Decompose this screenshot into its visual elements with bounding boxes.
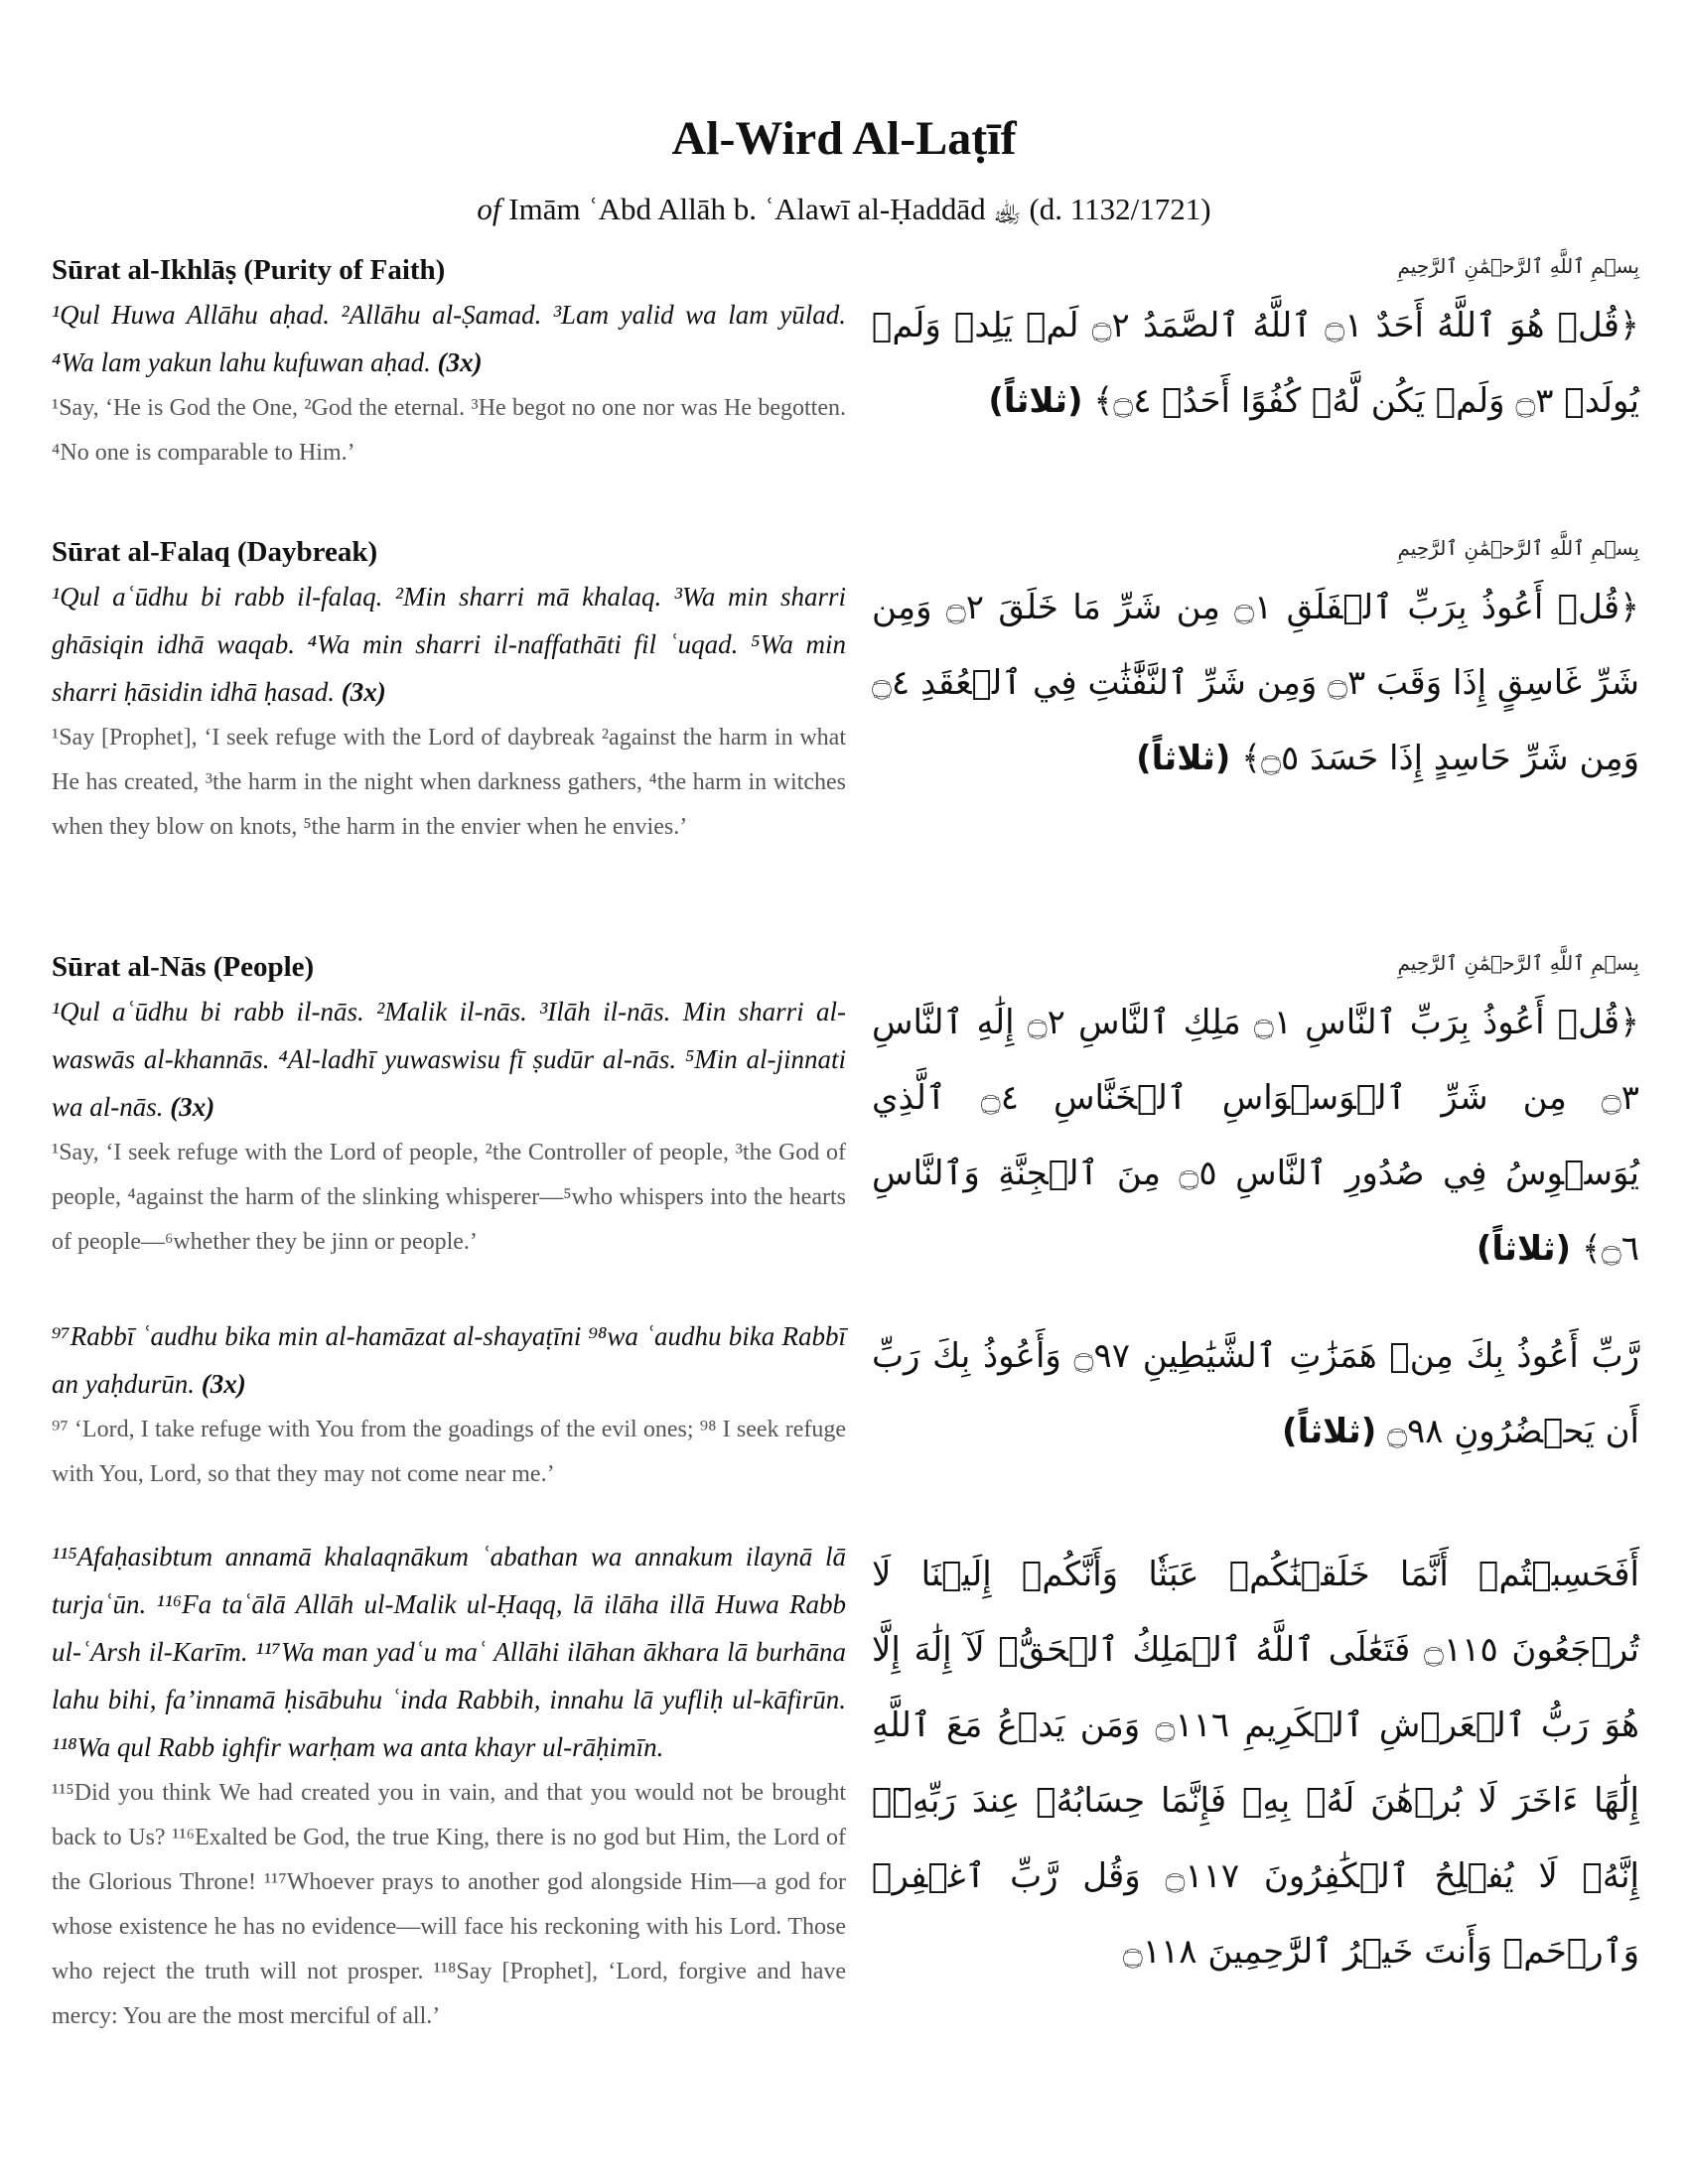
section-muminun-115-arabic (872, 1537, 1639, 1989)
basmala: بِسۡمِ ٱللَّهِ ٱلرَّحۡمَٰنِ ٱلرَّحِيمِ (1397, 951, 1639, 975)
arabic-verses: ﴿قُلۡ هُوَ ٱللَّهُ أَحَدٌ ۝١ ٱللَّهُ ٱلصَّمَدُ ۝٢ لَمۡ يَلِدۡ وَلَمۡ يُولَدۡ ۝٣ وَلَمۡ يَكُن لَّهُۥ كُفُوًا أَحَدُۢ ۝٤﴾ (872, 306, 1639, 421)
repeat-count: (3x) (201, 1369, 246, 1399)
section-ikhlas (52, 254, 1640, 502)
section-falaq-arabic (872, 536, 1639, 796)
transliteration-text: ¹Qul aʿūdhu bi rabb il-nās. ²Malik il-nās. ³Ilāh il-nās. Min sharri al-waswās al-khannās. ⁴Al-ladhī yuwaswisu fī ṣudūr al-nās. ⁵Min al-jinnati wa al-nās. (52, 997, 846, 1122)
transliteration (52, 988, 846, 1131)
transliteration (52, 1312, 846, 1408)
arabic-text (872, 985, 1639, 1287)
arabic-text: أَفَحَسِبۡتُمۡ أَنَّمَا خَلَقۡنَٰكُمۡ عَبَثٗا وَأَنَّكُمۡ إِلَيۡنَا لَا تُرۡجَعُونَ ۝١١٥ فَتَعَٰلَى ٱللَّهُ ٱلۡمَلِكُ ٱلۡحَقُّۖ لَآ إِلَٰهَ إِلَّا هُوَ رَبُّ ٱلۡعَرۡشِ ٱلۡكَرِيمِ ۝١١٦ وَمَن يَدۡعُ مَعَ ٱللَّهِ إِلَٰهًا ءَاخَرَ لَا بُرۡهَٰنَ لَهُۥ بِهِۦ فَإِنَّمَا حِسَابُهُۥ عِندَ رَبِّهِۦٓۚ إِنَّهُۥ لَا يُفۡلِحُ ٱلۡكَٰفِرُونَ ۝١١٧ وَقُل رَّبِّ ٱغۡفِرۡ وَٱرۡحَمۡ وَأَنتَ خَيۡرُ ٱلرَّٰحِمِينَ ۝١١٨ (872, 1555, 1639, 1972)
transliteration (52, 573, 846, 716)
repeat-count: (3x) (170, 1092, 215, 1122)
translation: ¹Say, ‘He is God the One, ²God the eternal. ³He begot no one nor was He begotten. ⁴No one is comparable to Him.’ (52, 395, 846, 466)
arabic-repeat: (ثلاثاً) (1282, 1412, 1377, 1451)
subtitle-of: of (477, 192, 501, 226)
basmala: بِسۡمِ ٱللَّهِ ٱلرَّحۡمَٰنِ ٱلرَّحِيمِ (1397, 254, 1639, 278)
arabic-repeat: (ثلاثاً) (988, 381, 1083, 421)
section-ikhlas-left (52, 254, 846, 476)
section-muminun-115 (52, 1533, 1640, 2148)
section-nas (52, 951, 1640, 1289)
section-heading: Sūrat al-Falaq (Daybreak) (52, 536, 378, 568)
transliteration-text: ¹Qul Huwa Allāhu aḥad. ²Allāhu al-Ṣamad. ³Lam yalid wa lam yūlad. ⁴Wa lam yakun lahu kufuwan aḥad. (52, 300, 846, 377)
section-nas-arabic (872, 951, 1639, 1287)
section-falaq-left (52, 536, 846, 850)
section-heading: Sūrat al-Ikhlāṣ (Purity of Faith) (52, 254, 446, 286)
section-muminun-115-left (52, 1533, 846, 2039)
section-ikhlas-arabic (872, 254, 1639, 439)
arabic-text (872, 288, 1639, 439)
transliteration-text: ¹Qul aʿūdhu bi rabb il-falaq. ²Min sharri mā khalaq. ³Wa min sharri ghāsiqin idhā waqab. ⁴Wa min sharri il-naffathāti fil ʿuqad. ⁵Wa min sharri ḥāsidin idhā ḥasad. (52, 582, 846, 707)
translation: ⁹⁷ ‘Lord, I take refuge with You from the goadings of the evil ones; ⁹⁸ I seek refuge with You, Lord, so that they may not come near me.’ (52, 1417, 846, 1487)
transliteration-text: ⁹⁷Rabbī ʿaudhu bika min al-hamāzat al-shayaṭīni ⁹⁸wa ʿaudhu bika Rabbī an yaḥdurūn. (52, 1321, 846, 1399)
page-subtitle (0, 191, 1688, 235)
transliteration (52, 291, 846, 386)
translation: ¹Say, ‘I seek refuge with the Lord of people, ²the Controller of people, ³the God of people, ⁴against the harm of the slinking whisperer—⁵who whispers into the hearts of people—⁶whether they be jinn or people.’ (52, 1140, 846, 1255)
section-falaq (52, 536, 1640, 913)
arabic-repeat: (ثلاثاً) (1136, 739, 1231, 778)
arabic-verses: رَّبِّ أَعُوذُ بِكَ مِنۡ هَمَزَٰتِ ٱلشَّيَٰطِينِ ۝٩٧ وَأَعُوذُ بِكَ رَبِّ أَن يَحۡضُرُونِ ۝٩٨ (872, 1336, 1639, 1451)
subtitle-author: Imām ʿAbd Allāh b. ʿAlawī al-Ḥaddād ﵀ (d. 1132/1721) (500, 192, 1211, 226)
arabic-verses: ﴿قُلۡ أَعُوذُ بِرَبِّ ٱلنَّاسِ ۝١ مَلِكِ ٱلنَّاسِ ۝٢ إِلَٰهِ ٱلنَّاسِ ۝٣ مِن شَرِّ ٱلۡوَسۡوَاسِ ٱلۡخَنَّاسِ ۝٤ ٱلَّذِي يُوَسۡوِسُ فِي صُدُورِ ٱلنَّاسِ ۝٥ مِنَ ٱلۡجِنَّةِ وَٱلنَّاسِ ۝٦﴾ (872, 1003, 1639, 1269)
arabic-text (872, 570, 1639, 796)
repeat-count: (3x) (437, 347, 483, 377)
section-heading: Sūrat al-Nās (People) (52, 951, 315, 983)
transliteration: ¹¹⁵Afaḥasibtum annamā khalaqnākum ʿabathan wa annakum ilaynā lā turjaʿūn. ¹¹⁶Fa taʿālā Allāh ul-Malik ul-Ḥaqq, lā ilāha illā Huwa Rabb ul-ʿArsh il-Karīm. ¹¹⁷Wa man yadʿu maʿ Allāhi ilāhan ākhara lā burhāna lahu bihi, fa’innamā ḥisābuhu ʿinda Rabbih, innahu lā yufliḥ ul-kāfirūn. ¹¹⁸Wa qul Rabb ighfir warḥam wa anta khayr ul-rāḥimīn. (52, 1542, 846, 1762)
arabic-repeat: (ثلاثاً) (1476, 1229, 1572, 1269)
translation: ¹¹⁵Did you think We had created you in vain, and that you would not be brought back to Us? ¹¹⁶Exalted be God, the true King, there is no god but Him, the Lord of the Glorious Throne! ¹¹⁷Whoever prays to another god alongside Him—a god for whose existence he has no evidence—will face his reckoning with his Lord. Those who reject the truth will not prosper. ¹¹⁸Say [Prophet], ‘Lord, forgive and have mercy: You are the most merciful of all.’ (52, 1780, 846, 2029)
basmala: بِسۡمِ ٱللَّهِ ٱلرَّحۡمَٰنِ ٱلرَّحِيمِ (1397, 536, 1639, 560)
arabic-text (872, 1318, 1639, 1469)
arabic-verses: ﴿قُلۡ أَعُوذُ بِرَبِّ ٱلۡفَلَقِ ۝١ مِن شَرِّ مَا خَلَقَ ۝٢ وَمِن شَرِّ غَاسِقٍ إِذَا وَقَبَ ۝٣ وَمِن شَرِّ ٱلنَّفَّٰثَٰتِ فِي ٱلۡعُقَدِ ۝٤ وَمِن شَرِّ حَاسِدٍ إِذَا حَسَدَ ۝٥﴾ (872, 588, 1640, 778)
section-muminun-97-arabic (872, 1318, 1639, 1469)
section-muminun-97-left (52, 1312, 846, 1497)
page-title: Al-Wird Al-Laṭīf (671, 112, 1017, 165)
repeat-count: (3x) (341, 677, 386, 707)
section-nas-left (52, 951, 846, 1265)
translation: ¹Say [Prophet], ‘I seek refuge with the Lord of daybreak ²against the harm in what He has created, ³the harm in the night when darkness gathers, ⁴the harm in witches when they blow on knots, ⁵the harm in the envier when he envies.’ (52, 725, 846, 840)
section-muminun-97 (52, 1312, 1640, 1511)
